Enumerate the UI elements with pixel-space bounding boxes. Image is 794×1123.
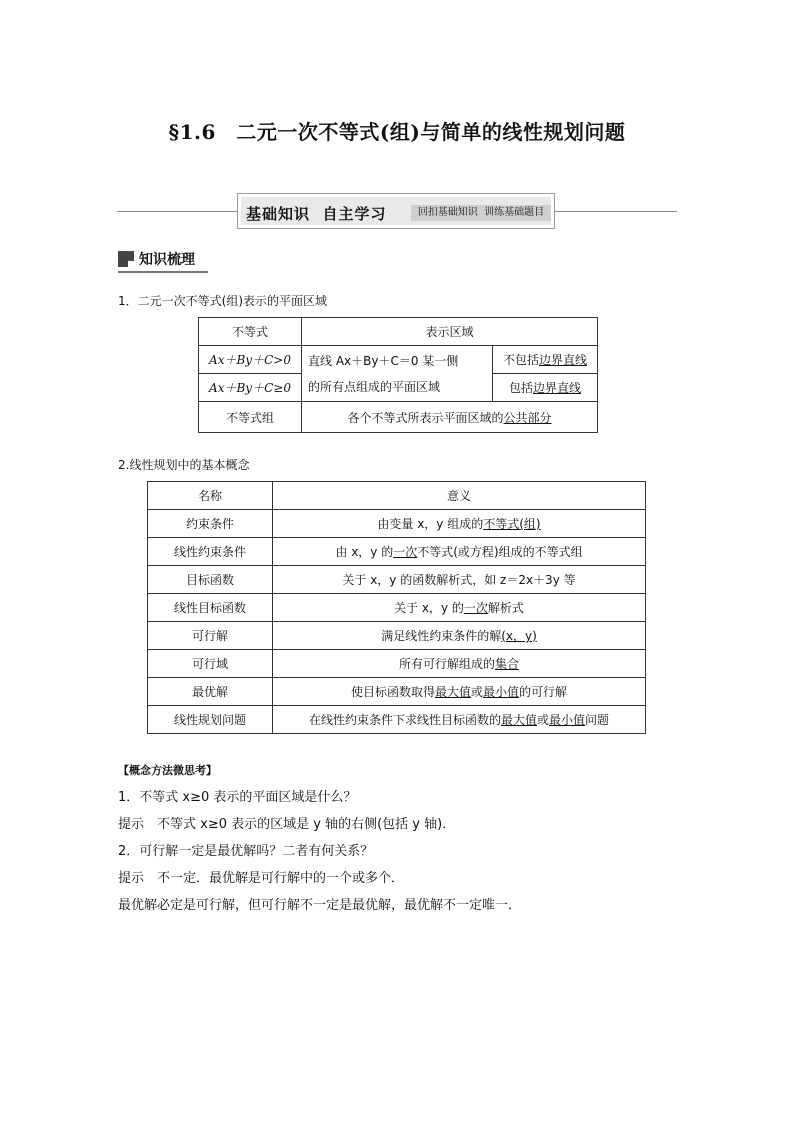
meaning-pre: 关于 x，y 的 (394, 601, 464, 615)
table2-row-name: 线性目标函数 (148, 594, 273, 622)
concepts-table (147, 481, 646, 734)
meaning-mid: 或 (536, 713, 549, 727)
row1-note-prefix: 不包括 (502, 353, 539, 367)
table2-row-name: 目标函数 (148, 566, 273, 594)
table1-region-desc (302, 346, 493, 402)
table2-row-meaning (273, 594, 646, 622)
answer-2: 提示 不一定．最优解是可行解中的一个或多个． (118, 871, 405, 886)
meaning-pre: 由 x，y 的 (335, 545, 394, 559)
meaning-u: 最大值 (500, 713, 537, 727)
table2-row (148, 566, 646, 594)
table2-header-meaning: 意义 (273, 482, 646, 510)
meaning-u: 一次 (463, 601, 488, 615)
meaning-post: 的可行解 (519, 685, 568, 699)
table2-row (148, 538, 646, 566)
table2-row-meaning (273, 706, 646, 734)
table2-row (148, 678, 646, 706)
section-heading-label: 知识梳理 (139, 252, 195, 268)
table2-row-name: 可行域 (148, 650, 273, 678)
region-table (198, 317, 598, 433)
table1-row1-inequality: Ax＋By＋C>0 (199, 346, 302, 374)
table2-row-meaning (273, 678, 646, 706)
section-square-icon (118, 251, 134, 267)
item1-title: 1．二元一次不等式(组)表示的平面区域 (118, 294, 327, 308)
table2-row-name: 线性规划问题 (148, 706, 273, 734)
table1-row3-desc (302, 402, 598, 433)
table1-row2-note (493, 374, 598, 402)
row2-note-prefix: 包括 (508, 381, 533, 395)
row3-prefix: 各个不等式所表示平面区域的 (347, 410, 504, 425)
divider-left (117, 211, 237, 212)
meaning-u2: 最小值 (483, 685, 520, 699)
row3-underlined: 公共部分 (503, 410, 552, 425)
answer-1: 提示 不等式 x≥0 表示的区域是 y 轴的右侧(包括 y 轴)． (118, 817, 456, 832)
meaning-post: 问题 (585, 713, 610, 727)
table2-row (148, 650, 646, 678)
divider-right (555, 211, 677, 212)
question-1: 1．不等式 x≥0 表示的平面区域是什么？ (118, 790, 357, 805)
meaning-pre: 所有可行解组成的 (398, 657, 495, 671)
region-desc-line1: 直线 Ax＋By＋C＝0 某一侧 (308, 353, 459, 368)
table2-row (148, 622, 646, 650)
banner-title: 基础知识 自主学习 (246, 205, 387, 223)
table1-header-inequality: 不等式 (199, 318, 302, 346)
table2-row-meaning (273, 538, 646, 566)
meaning-pre: 由变量 x，y 组成的 (377, 517, 484, 531)
meaning-u: 最大值 (434, 685, 471, 699)
page-title: §1.6 二元一次不等式(组)与简单的线性规划问题 (168, 120, 626, 144)
table2-row-meaning (273, 510, 646, 538)
table1-row1-note (493, 346, 598, 374)
table2-row (148, 510, 646, 538)
item2-title: 2.线性规划中的基本概念 (118, 458, 250, 472)
table1-row2-inequality: Ax＋By＋C≥0 (199, 374, 302, 402)
table2-row-name: 最优解 (148, 678, 273, 706)
meaning-pre: 关于 x，y 的函数解析式，如 z＝2x＋3y 等 (342, 573, 576, 587)
table2-row-name: 约束条件 (148, 510, 273, 538)
table2-row-meaning (273, 566, 646, 594)
question-2: 2．可行解一定是最优解吗？二者有何关系？ (118, 844, 374, 859)
answer-2-continued: 最优解必定是可行解，但可行解不一定是最优解，最优解不一定唯一． (118, 898, 522, 913)
table1-row3-label: 不等式组 (199, 402, 302, 433)
table2-row (148, 706, 646, 734)
table2-row-meaning (273, 622, 646, 650)
meaning-u: 一次 (393, 545, 418, 559)
table2-row (148, 594, 646, 622)
meaning-u: (x，y) (501, 629, 537, 643)
meaning-pre: 满足线性约束条件的解 (381, 629, 502, 643)
table2-row-name: 可行解 (148, 622, 273, 650)
meaning-pre: 在线性约束条件下求线性目标函数的 (308, 713, 501, 727)
section-heading (118, 249, 208, 273)
meaning-pre: 使目标函数取得 (350, 685, 435, 699)
table1-header-region: 表示区域 (302, 318, 598, 346)
row2-note-underlined: 边界直线 (533, 381, 582, 395)
meaning-u: 集合 (495, 657, 520, 671)
think-heading: 【概念方法微思考】 (118, 764, 217, 777)
table2-row-meaning (273, 650, 646, 678)
section-banner (237, 193, 555, 229)
banner-subtitle: 回扣基础知识 训练基础题目 (411, 205, 551, 221)
meaning-post: 解析式 (487, 601, 524, 615)
meaning-u2: 最小值 (549, 713, 586, 727)
meaning-u: 不等式(组) (483, 517, 541, 531)
table2-row-name: 线性约束条件 (148, 538, 273, 566)
meaning-mid: 或 (470, 685, 483, 699)
region-desc-line2: 的所有点组成的平面区域 (308, 379, 441, 394)
table2-header-name: 名称 (148, 482, 273, 510)
row1-note-underlined: 边界直线 (539, 353, 588, 367)
meaning-post: 不等式(或方程)组成的不等式组 (417, 545, 583, 559)
